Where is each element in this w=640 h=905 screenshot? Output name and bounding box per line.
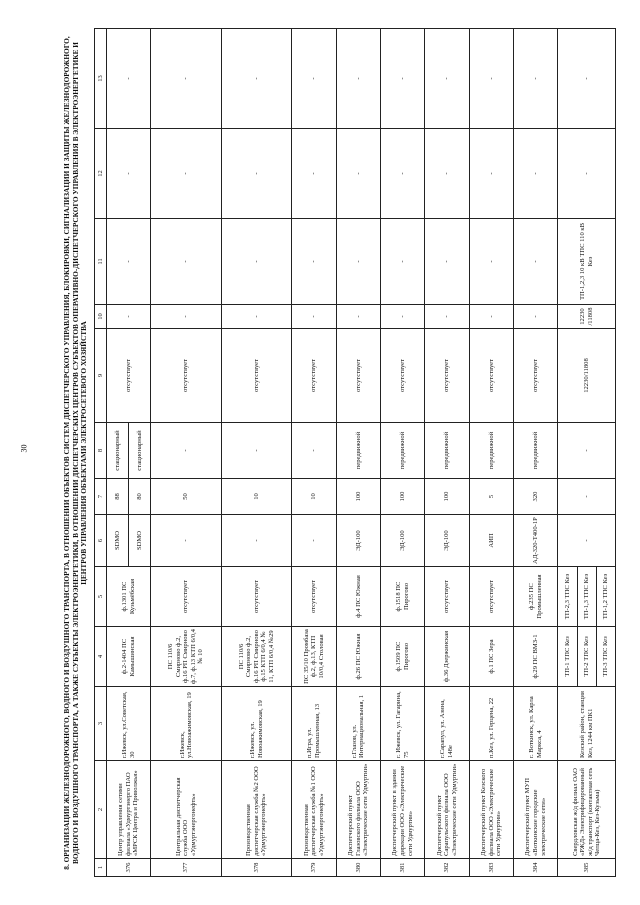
col-13: - xyxy=(151,29,221,129)
col-num: 10 xyxy=(95,305,107,329)
feeder-reserve: ф.235 ПС Промышленная xyxy=(514,567,558,627)
feeder-main: ф.29 ПС ВМЗ-1 xyxy=(514,627,558,687)
org-name: Центр управления сетями филиала «Удмуртэнерго ПАО «МРСК Центра и Приволжья» xyxy=(107,761,151,859)
address: п.Кез, ул. Герцена, 22 xyxy=(469,687,513,761)
table-row xyxy=(221,29,291,877)
generator-type: передвижной xyxy=(514,423,558,479)
col-10: - xyxy=(151,305,221,329)
feeder-reserve: ф.1301 ПС Кузьмёбская xyxy=(107,567,151,627)
col-9: отсутствует xyxy=(425,329,469,423)
generator-model: - xyxy=(292,515,336,567)
section-title: 8. ОРГАНИЗАЦИИ ЖЕЛЕЗНОДОРОЖНОГО, ВОДНОГО И ВОЗДУШНОГО ТРАНСПОРТА, В ОТНОШЕНИИ ОБЪЕКТОВ СИСТЕМ ДИСПЕТЧЕРСКОГО УПРАВЛЕНИЯ, БЛОКИРОВКИ, СИГНАЛИЗАЦИИ И ЗАЩИТЫ ЖЕЛЕЗНОДОРОЖНОГО, ВОДНОГО И ВОЗДУШНОГО ТРАНСПОРТА, А ТАКЖЕ СУБЪЕКТЫ ЭЛЕКТРОЭНЕРГЕТИКИ, В ОТНОШЕНИИ ДИСПЕТЧЕРСКИХ ЦЕНТРОВ СУБЪЕКТОВ ОПЕРАТИВНО-ДИСПЕТЧЕРСКОГО УПРАВЛЕНИЯ В ЭЛЕКТРОЭНЕРГЕТИКЕ И ЦЕНТРОВ УПРАВЛЕНИЯ ОБЪЕКТАМИ ЭЛЕКТРОСЕТЕВОГО ХОЗЯЙСТВА xyxy=(61,36,89,870)
row-number: 377 xyxy=(151,859,221,877)
generator-type: стационарный xyxy=(129,423,151,479)
generator-model: - xyxy=(151,515,221,567)
col-num: 11 xyxy=(95,219,107,305)
generator-type: - xyxy=(558,423,616,479)
generator-power: 100 xyxy=(336,479,380,515)
col-9: отсутствует xyxy=(469,329,513,423)
col-9: 12230/11808 xyxy=(558,329,616,423)
col-num: 8 xyxy=(95,423,107,479)
col-11: - xyxy=(292,219,336,305)
table-row xyxy=(469,29,513,877)
org-name: Диспетчерский пункт МУП «Воткинские городские электрические сети» xyxy=(514,761,558,859)
table-row xyxy=(425,29,469,877)
col-11: ТП-1,2,3 10 кВ ТПС 110 кВ Кез xyxy=(558,219,616,305)
feeder-reserve: отсутствует xyxy=(221,567,291,627)
col-9: отсутствует xyxy=(151,329,221,423)
col-13: - xyxy=(469,29,513,129)
col-11: - xyxy=(469,219,513,305)
row-number: 381 xyxy=(381,859,425,877)
feeder-main: ПС 110/6 Смирново ф.2, ф.16 РП Смирново ф.7, ф.13 КТП 6/0,4 № 10 xyxy=(151,627,221,687)
col-12: - xyxy=(107,129,151,219)
address: г.Ижевск, ул. Новоажимовская, 19 xyxy=(221,687,291,761)
col-10: - xyxy=(469,305,513,329)
org-name: Диспетчерский пункт Глазовского филиала ООО «Электрические сети Удмуртии» xyxy=(336,761,380,859)
col-10: - xyxy=(381,305,425,329)
generator-power: 10 xyxy=(292,479,336,515)
address: г.Ижевск, ул.Советская, 30 xyxy=(107,687,151,761)
col-11: - xyxy=(514,219,558,305)
col-9: отсутствует xyxy=(381,329,425,423)
col-9: отсутствует xyxy=(292,329,336,423)
row-number: 384 xyxy=(514,859,558,877)
generator-power: 10 xyxy=(221,479,291,515)
col-9: отсутствует xyxy=(221,329,291,423)
generator-model: ЭД-100 xyxy=(336,515,380,567)
col-9: отсутствует xyxy=(107,329,151,423)
col-9: отсутствует xyxy=(514,329,558,423)
col-11: - xyxy=(151,219,221,305)
row-number: 379 xyxy=(292,859,336,877)
col-num: 7 xyxy=(95,479,107,515)
generator-model: - xyxy=(558,515,616,567)
generator-model: ЭД-100 xyxy=(381,515,425,567)
row-number: 382 xyxy=(425,859,469,877)
row-number: 383 xyxy=(469,859,513,877)
table-row xyxy=(107,29,129,877)
col-12: - xyxy=(469,129,513,219)
generator-power: 100 xyxy=(425,479,469,515)
row-number: 376 xyxy=(107,859,151,877)
address: г.Сарапул, ул. Азина, 148е xyxy=(425,687,469,761)
feeder-reserve: отсутствует xyxy=(425,567,469,627)
col-10: - xyxy=(514,305,558,329)
generator-power: - xyxy=(558,479,616,515)
generator-type: передвижной xyxy=(469,423,513,479)
table-row xyxy=(151,29,221,877)
row-number: 378 xyxy=(221,859,291,877)
feeder-main: ф.26 ПС Южная xyxy=(336,627,380,687)
col-12: - xyxy=(514,129,558,219)
generator-type: - xyxy=(292,423,336,479)
col-13: - xyxy=(292,29,336,129)
feeder-reserve: ТП-1,3 ТПС Кез xyxy=(577,567,596,627)
col-11: - xyxy=(336,219,380,305)
col-10: - xyxy=(425,305,469,329)
row-number: 385 xyxy=(558,859,616,877)
table-row xyxy=(514,29,558,877)
generator-model: - xyxy=(221,515,291,567)
table-row xyxy=(381,29,425,877)
generator-type: - xyxy=(151,423,221,479)
generator-model: ЭД-100 xyxy=(425,515,469,567)
col-12: - xyxy=(292,129,336,219)
col-num: 5 xyxy=(95,567,107,627)
feeder-main: ТП-3 ТПС Кез xyxy=(596,627,615,687)
generator-power: 50 xyxy=(151,479,221,515)
address: г.Глазов, ул. Интернациональная, 1 xyxy=(336,687,380,761)
col-num: 2 xyxy=(95,761,107,859)
feeder-main: ф.1 ПС Зера xyxy=(469,627,513,687)
col-11: - xyxy=(425,219,469,305)
generator-power: 88 xyxy=(107,479,129,515)
row-number: 380 xyxy=(336,859,380,877)
feeder-main: ПС 110/6 Смирново ф.2, ф.16 РП Смирново ф.15 КТП 6/0,4 № 11, КТП 6/0,4 №29 xyxy=(221,627,291,687)
col-11: - xyxy=(381,219,425,305)
org-name: Производственная диспетчерская служба №1 ООО «Удмуртэнергонефть» xyxy=(292,761,336,859)
generator-model: SDMO xyxy=(129,515,151,567)
generator-power: 100 xyxy=(381,479,425,515)
feeder-reserve: ф.1518 ПС Пирогово xyxy=(381,567,425,627)
col-9: отсутствует xyxy=(336,329,380,423)
col-13: - xyxy=(558,29,616,129)
objects-table xyxy=(94,28,616,877)
address: Кезский район, станция Кез, 1244 км ПК1 xyxy=(558,687,616,761)
address: п.Игра, ул. Промышленная, 13 xyxy=(292,687,336,761)
page-number: 30 xyxy=(19,444,29,453)
org-name: Свердловская ж/д филиал ОАО «РЖД» Электрифицированный ж/д транспорт (контактная сеть Чепца-Кез, Кез-Кузьма) xyxy=(558,761,616,859)
feeder-main: ф.1509 ПС Пирогово xyxy=(381,627,425,687)
generator-power: 5 xyxy=(469,479,513,515)
col-num: 12 xyxy=(95,129,107,219)
org-name: Диспетчерский пункт в здании дирекции ООО «Электрические сети Удмуртии» xyxy=(381,761,425,859)
col-10: - xyxy=(107,305,151,329)
col-num: 13 xyxy=(95,29,107,129)
address: г. Воткинск, ул. Карла Маркса, 4 xyxy=(514,687,558,761)
feeder-main: ТП-1 ТПС Кез xyxy=(558,627,577,687)
generator-type: передвижной xyxy=(425,423,469,479)
col-num: 9 xyxy=(95,329,107,423)
col-12: - xyxy=(558,129,616,219)
feeder-reserve: отсутствует xyxy=(292,567,336,627)
col-13: - xyxy=(425,29,469,129)
col-12: - xyxy=(221,129,291,219)
col-13: - xyxy=(514,29,558,129)
col-10: - xyxy=(292,305,336,329)
feeder-main: ПС 35/10 Промбаза ф.2, ф.13, КТП 10/0,4 Столовая xyxy=(292,627,336,687)
feeder-main: ТП-2 ТПС Кез xyxy=(577,627,596,687)
col-13: - xyxy=(336,29,380,129)
col-10: - xyxy=(336,305,380,329)
col-13: - xyxy=(381,29,425,129)
generator-type: передвижной xyxy=(336,423,380,479)
org-name: Центральная диспетчерская служба ООО «Удмуртэнергонефть» xyxy=(151,761,221,859)
col-12: - xyxy=(381,129,425,219)
feeder-main: ф.36 Дзержинская xyxy=(425,627,469,687)
col-13: - xyxy=(221,29,291,129)
feeder-main: ф.2-1404 ПС Камышинская xyxy=(107,627,151,687)
generator-power: 80 xyxy=(129,479,151,515)
col-10: - xyxy=(221,305,291,329)
table-row xyxy=(292,29,336,877)
feeder-reserve: ТП-2,3 ТПС Кез xyxy=(558,567,577,627)
org-name: Диспетчерский пункт Сарапульского филиала ООО «Электрические сети Удмуртии» xyxy=(425,761,469,859)
org-name: Диспетчерский пункт Кезского филиала ООО «Электрические сети Удмуртии» xyxy=(469,761,513,859)
address: г. Ижевск, ул. Гагарина, 75 xyxy=(381,687,425,761)
col-11: - xyxy=(221,219,291,305)
generator-type: стационарный xyxy=(107,423,129,479)
col-num: 3 xyxy=(95,687,107,761)
feeder-reserve: отсутствует xyxy=(151,567,221,627)
table-row xyxy=(336,29,380,877)
rotated-table-page xyxy=(58,29,616,877)
col-11: - xyxy=(107,219,151,305)
table-row xyxy=(558,29,577,877)
feeder-reserve: ТП-1,2 ТПС Кез xyxy=(596,567,615,627)
feeder-reserve: ф.4 ПС Южная xyxy=(336,567,380,627)
generator-type: передвижной xyxy=(381,423,425,479)
col-12: - xyxy=(336,129,380,219)
generator-model: АИП xyxy=(469,515,513,567)
col-num: 1 xyxy=(95,859,107,877)
generator-model: АД-320-Т400-1Р xyxy=(514,515,558,567)
org-name: Производственная диспетчерская служба №2 ООО «Удмуртэнергонефть» xyxy=(221,761,291,859)
generator-type: - xyxy=(221,423,291,479)
column-number-row xyxy=(95,29,107,877)
col-12: - xyxy=(425,129,469,219)
col-num: 4 xyxy=(95,627,107,687)
feeder-reserve: отсутствует xyxy=(469,567,513,627)
generator-model: SDMO xyxy=(107,515,129,567)
generator-power: 320 xyxy=(514,479,558,515)
col-12: - xyxy=(151,129,221,219)
col-10: 12230 /11808 xyxy=(558,305,616,329)
col-13: - xyxy=(107,29,151,129)
col-num: 6 xyxy=(95,515,107,567)
address: г.Ижевск, ул.Новоажимовская, 19 xyxy=(151,687,221,761)
